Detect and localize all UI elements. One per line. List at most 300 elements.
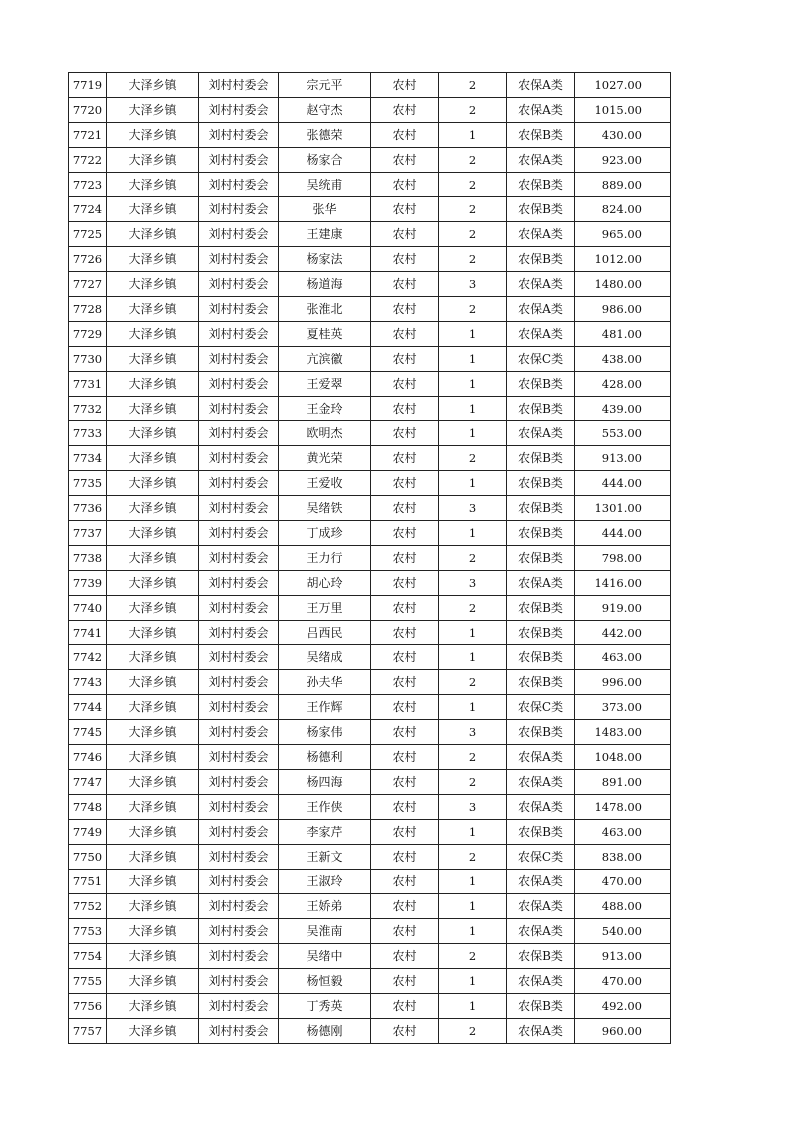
township-cell: 大泽乡镇 — [107, 272, 199, 297]
area-type-cell: 农村 — [371, 720, 439, 745]
table-row — [69, 222, 671, 247]
row-number-cell: 7751 — [69, 869, 107, 894]
person-name-cell: 王爱翠 — [279, 371, 371, 396]
township-cell: 大泽乡镇 — [107, 695, 199, 720]
person-name-cell: 欧明杰 — [279, 421, 371, 446]
township-cell: 大泽乡镇 — [107, 545, 199, 570]
person-name-cell: 王新文 — [279, 844, 371, 869]
insurance-category-cell: 农保C类 — [507, 844, 575, 869]
person-name-cell: 吴绪中 — [279, 944, 371, 969]
area-type-cell: 农村 — [371, 371, 439, 396]
amount-cell: 444.00 — [575, 471, 671, 496]
area-type-cell: 农村 — [371, 919, 439, 944]
insurance-category-cell: 农保B类 — [507, 172, 575, 197]
area-type-cell: 农村 — [371, 321, 439, 346]
village-committee-cell: 刘村村委会 — [199, 272, 279, 297]
village-committee-cell: 刘村村委会 — [199, 545, 279, 570]
amount-cell: 1478.00 — [575, 794, 671, 819]
township-cell: 大泽乡镇 — [107, 122, 199, 147]
township-cell: 大泽乡镇 — [107, 595, 199, 620]
amount-cell: 438.00 — [575, 346, 671, 371]
insurance-category-cell: 农保A类 — [507, 894, 575, 919]
area-type-cell: 农村 — [371, 745, 439, 770]
area-type-cell: 农村 — [371, 147, 439, 172]
area-type-cell: 农村 — [371, 595, 439, 620]
household-count-cell: 2 — [439, 197, 507, 222]
row-number-cell: 7749 — [69, 819, 107, 844]
amount-cell: 996.00 — [575, 670, 671, 695]
township-cell: 大泽乡镇 — [107, 73, 199, 98]
table-row — [69, 521, 671, 546]
row-number-cell: 7722 — [69, 147, 107, 172]
township-cell: 大泽乡镇 — [107, 944, 199, 969]
table-row — [69, 595, 671, 620]
township-cell: 大泽乡镇 — [107, 321, 199, 346]
row-number-cell: 7756 — [69, 993, 107, 1018]
village-committee-cell: 刘村村委会 — [199, 421, 279, 446]
insurance-category-cell: 农保A类 — [507, 1018, 575, 1043]
row-number-cell: 7731 — [69, 371, 107, 396]
row-number-cell: 7738 — [69, 545, 107, 570]
household-count-cell: 1 — [439, 894, 507, 919]
insurance-category-cell: 农保B类 — [507, 993, 575, 1018]
area-type-cell: 农村 — [371, 545, 439, 570]
table-row — [69, 993, 671, 1018]
insurance-category-cell: 农保B类 — [507, 670, 575, 695]
area-type-cell: 农村 — [371, 421, 439, 446]
table-row — [69, 272, 671, 297]
row-number-cell: 7757 — [69, 1018, 107, 1043]
township-cell: 大泽乡镇 — [107, 819, 199, 844]
insurance-category-cell: 农保B类 — [507, 595, 575, 620]
row-number-cell: 7732 — [69, 396, 107, 421]
amount-cell: 1015.00 — [575, 97, 671, 122]
village-committee-cell: 刘村村委会 — [199, 446, 279, 471]
household-count-cell: 1 — [439, 645, 507, 670]
insurance-category-cell: 农保A类 — [507, 769, 575, 794]
area-type-cell: 农村 — [371, 172, 439, 197]
township-cell: 大泽乡镇 — [107, 297, 199, 322]
township-cell: 大泽乡镇 — [107, 620, 199, 645]
insurance-category-cell: 农保A类 — [507, 869, 575, 894]
insurance-category-cell: 农保A类 — [507, 321, 575, 346]
area-type-cell: 农村 — [371, 73, 439, 98]
amount-cell: 923.00 — [575, 147, 671, 172]
amount-cell: 986.00 — [575, 297, 671, 322]
area-type-cell: 农村 — [371, 695, 439, 720]
household-count-cell: 3 — [439, 272, 507, 297]
insurance-category-cell: 农保A类 — [507, 147, 575, 172]
household-count-cell: 1 — [439, 346, 507, 371]
table-row — [69, 570, 671, 595]
village-committee-cell: 刘村村委会 — [199, 794, 279, 819]
village-committee-cell: 刘村村委会 — [199, 620, 279, 645]
village-committee-cell: 刘村村委会 — [199, 521, 279, 546]
area-type-cell: 农村 — [371, 993, 439, 1018]
table-row — [69, 321, 671, 346]
table-row — [69, 869, 671, 894]
village-committee-cell: 刘村村委会 — [199, 944, 279, 969]
area-type-cell: 农村 — [371, 297, 439, 322]
row-number-cell: 7736 — [69, 496, 107, 521]
table-row — [69, 794, 671, 819]
household-count-cell: 1 — [439, 521, 507, 546]
row-number-cell: 7735 — [69, 471, 107, 496]
amount-cell: 1301.00 — [575, 496, 671, 521]
insurance-category-cell: 农保A类 — [507, 421, 575, 446]
township-cell: 大泽乡镇 — [107, 794, 199, 819]
household-count-cell: 2 — [439, 670, 507, 695]
village-committee-cell: 刘村村委会 — [199, 471, 279, 496]
table-row — [69, 297, 671, 322]
village-committee-cell: 刘村村委会 — [199, 1018, 279, 1043]
table-row — [69, 919, 671, 944]
household-count-cell: 2 — [439, 247, 507, 272]
township-cell: 大泽乡镇 — [107, 1018, 199, 1043]
insurance-category-cell: 农保B类 — [507, 471, 575, 496]
insurance-category-cell: 农保B类 — [507, 371, 575, 396]
row-number-cell: 7750 — [69, 844, 107, 869]
person-name-cell: 王力行 — [279, 545, 371, 570]
row-number-cell: 7753 — [69, 919, 107, 944]
person-name-cell: 杨德刚 — [279, 1018, 371, 1043]
row-number-cell: 7744 — [69, 695, 107, 720]
area-type-cell: 农村 — [371, 272, 439, 297]
village-committee-cell: 刘村村委会 — [199, 645, 279, 670]
person-name-cell: 王建康 — [279, 222, 371, 247]
village-committee-cell: 刘村村委会 — [199, 670, 279, 695]
insurance-category-cell: 农保A类 — [507, 97, 575, 122]
row-number-cell: 7733 — [69, 421, 107, 446]
table-row — [69, 396, 671, 421]
village-committee-cell: 刘村村委会 — [199, 720, 279, 745]
row-number-cell: 7719 — [69, 73, 107, 98]
area-type-cell: 农村 — [371, 570, 439, 595]
household-count-cell: 2 — [439, 446, 507, 471]
row-number-cell: 7752 — [69, 894, 107, 919]
village-committee-cell: 刘村村委会 — [199, 919, 279, 944]
household-count-cell: 1 — [439, 321, 507, 346]
area-type-cell: 农村 — [371, 620, 439, 645]
township-cell: 大泽乡镇 — [107, 172, 199, 197]
person-name-cell: 孙夫华 — [279, 670, 371, 695]
table-row — [69, 645, 671, 670]
insurance-category-cell: 农保A类 — [507, 794, 575, 819]
row-number-cell: 7728 — [69, 297, 107, 322]
insurance-category-cell: 农保B类 — [507, 545, 575, 570]
amount-cell: 470.00 — [575, 869, 671, 894]
area-type-cell: 农村 — [371, 396, 439, 421]
row-number-cell: 7726 — [69, 247, 107, 272]
village-committee-cell: 刘村村委会 — [199, 969, 279, 994]
row-number-cell: 7723 — [69, 172, 107, 197]
row-number-cell: 7727 — [69, 272, 107, 297]
amount-cell: 463.00 — [575, 819, 671, 844]
table-row — [69, 346, 671, 371]
household-count-cell: 1 — [439, 620, 507, 645]
person-name-cell: 杨道海 — [279, 272, 371, 297]
household-count-cell: 1 — [439, 471, 507, 496]
household-count-cell: 2 — [439, 745, 507, 770]
household-count-cell: 1 — [439, 919, 507, 944]
household-count-cell: 1 — [439, 993, 507, 1018]
area-type-cell: 农村 — [371, 969, 439, 994]
table-row — [69, 769, 671, 794]
person-name-cell: 宗元平 — [279, 73, 371, 98]
area-type-cell: 农村 — [371, 1018, 439, 1043]
village-committee-cell: 刘村村委会 — [199, 819, 279, 844]
table-row — [69, 969, 671, 994]
village-committee-cell: 刘村村委会 — [199, 371, 279, 396]
village-committee-cell: 刘村村委会 — [199, 869, 279, 894]
township-cell: 大泽乡镇 — [107, 844, 199, 869]
row-number-cell: 7754 — [69, 944, 107, 969]
amount-cell: 442.00 — [575, 620, 671, 645]
row-number-cell: 7737 — [69, 521, 107, 546]
household-count-cell: 2 — [439, 147, 507, 172]
table-row — [69, 421, 671, 446]
row-number-cell: 7755 — [69, 969, 107, 994]
township-cell: 大泽乡镇 — [107, 346, 199, 371]
village-committee-cell: 刘村村委会 — [199, 695, 279, 720]
amount-cell: 1027.00 — [575, 73, 671, 98]
person-name-cell: 王爱收 — [279, 471, 371, 496]
amount-cell: 1483.00 — [575, 720, 671, 745]
township-cell: 大泽乡镇 — [107, 993, 199, 1018]
person-name-cell: 李家芹 — [279, 819, 371, 844]
table-row — [69, 122, 671, 147]
amount-cell: 373.00 — [575, 695, 671, 720]
person-name-cell: 杨家法 — [279, 247, 371, 272]
table-row — [69, 446, 671, 471]
amount-cell: 430.00 — [575, 122, 671, 147]
table-body — [69, 73, 671, 1044]
insurance-category-cell: 农保A类 — [507, 297, 575, 322]
area-type-cell: 农村 — [371, 670, 439, 695]
insurance-category-cell: 农保A类 — [507, 73, 575, 98]
amount-cell: 444.00 — [575, 521, 671, 546]
village-committee-cell: 刘村村委会 — [199, 844, 279, 869]
table-row — [69, 197, 671, 222]
person-name-cell: 王作辉 — [279, 695, 371, 720]
person-name-cell: 赵守杰 — [279, 97, 371, 122]
area-type-cell: 农村 — [371, 819, 439, 844]
village-committee-cell: 刘村村委会 — [199, 396, 279, 421]
area-type-cell: 农村 — [371, 222, 439, 247]
household-count-cell: 3 — [439, 794, 507, 819]
area-type-cell: 农村 — [371, 844, 439, 869]
area-type-cell: 农村 — [371, 794, 439, 819]
area-type-cell: 农村 — [371, 869, 439, 894]
amount-cell: 492.00 — [575, 993, 671, 1018]
household-count-cell: 1 — [439, 122, 507, 147]
person-name-cell: 杨家合 — [279, 147, 371, 172]
table-row — [69, 471, 671, 496]
insurance-category-cell: 农保A类 — [507, 222, 575, 247]
person-name-cell: 吴淮南 — [279, 919, 371, 944]
person-name-cell: 吴统甫 — [279, 172, 371, 197]
amount-cell: 540.00 — [575, 919, 671, 944]
household-count-cell: 2 — [439, 297, 507, 322]
village-committee-cell: 刘村村委会 — [199, 321, 279, 346]
document-sheet — [68, 72, 670, 1044]
insurance-category-cell: 农保C类 — [507, 695, 575, 720]
person-name-cell: 吴绪铁 — [279, 496, 371, 521]
household-count-cell: 1 — [439, 869, 507, 894]
row-number-cell: 7720 — [69, 97, 107, 122]
amount-cell: 428.00 — [575, 371, 671, 396]
household-count-cell: 1 — [439, 695, 507, 720]
amount-cell: 439.00 — [575, 396, 671, 421]
table-row — [69, 720, 671, 745]
person-name-cell: 王娇弟 — [279, 894, 371, 919]
household-count-cell: 2 — [439, 769, 507, 794]
table-row — [69, 371, 671, 396]
insurance-category-cell: 农保B类 — [507, 496, 575, 521]
village-committee-cell: 刘村村委会 — [199, 769, 279, 794]
township-cell: 大泽乡镇 — [107, 745, 199, 770]
insurance-category-cell: 农保B类 — [507, 247, 575, 272]
person-name-cell: 亢滨徽 — [279, 346, 371, 371]
insurance-category-cell: 农保A类 — [507, 570, 575, 595]
household-count-cell: 2 — [439, 545, 507, 570]
amount-cell: 919.00 — [575, 595, 671, 620]
amount-cell: 889.00 — [575, 172, 671, 197]
area-type-cell: 农村 — [371, 247, 439, 272]
insurance-category-cell: 农保B类 — [507, 645, 575, 670]
area-type-cell: 农村 — [371, 471, 439, 496]
household-count-cell: 3 — [439, 570, 507, 595]
amount-cell: 838.00 — [575, 844, 671, 869]
village-committee-cell: 刘村村委会 — [199, 73, 279, 98]
person-name-cell: 丁成珍 — [279, 521, 371, 546]
person-name-cell: 杨家伟 — [279, 720, 371, 745]
area-type-cell: 农村 — [371, 944, 439, 969]
township-cell: 大泽乡镇 — [107, 97, 199, 122]
table-row — [69, 147, 671, 172]
village-committee-cell: 刘村村委会 — [199, 496, 279, 521]
village-committee-cell: 刘村村委会 — [199, 570, 279, 595]
amount-cell: 1480.00 — [575, 272, 671, 297]
household-count-cell: 2 — [439, 844, 507, 869]
table-row — [69, 172, 671, 197]
village-committee-cell: 刘村村委会 — [199, 197, 279, 222]
insurance-category-cell: 农保B类 — [507, 122, 575, 147]
township-cell: 大泽乡镇 — [107, 496, 199, 521]
insurance-category-cell: 农保A类 — [507, 745, 575, 770]
household-count-cell: 1 — [439, 396, 507, 421]
row-number-cell: 7745 — [69, 720, 107, 745]
township-cell: 大泽乡镇 — [107, 894, 199, 919]
table-row — [69, 844, 671, 869]
row-number-cell: 7740 — [69, 595, 107, 620]
row-number-cell: 7748 — [69, 794, 107, 819]
amount-cell: 1416.00 — [575, 570, 671, 595]
insurance-category-cell: 农保B类 — [507, 521, 575, 546]
township-cell: 大泽乡镇 — [107, 720, 199, 745]
row-number-cell: 7742 — [69, 645, 107, 670]
area-type-cell: 农村 — [371, 197, 439, 222]
area-type-cell: 农村 — [371, 769, 439, 794]
amount-cell: 798.00 — [575, 545, 671, 570]
township-cell: 大泽乡镇 — [107, 247, 199, 272]
amount-cell: 481.00 — [575, 321, 671, 346]
person-name-cell: 杨恒毅 — [279, 969, 371, 994]
village-committee-cell: 刘村村委会 — [199, 172, 279, 197]
area-type-cell: 农村 — [371, 446, 439, 471]
household-count-cell: 2 — [439, 222, 507, 247]
table-row — [69, 1018, 671, 1043]
amount-cell: 891.00 — [575, 769, 671, 794]
person-name-cell: 张华 — [279, 197, 371, 222]
township-cell: 大泽乡镇 — [107, 396, 199, 421]
township-cell: 大泽乡镇 — [107, 570, 199, 595]
amount-cell: 913.00 — [575, 944, 671, 969]
person-name-cell: 杨四海 — [279, 769, 371, 794]
insurance-category-cell: 农保C类 — [507, 346, 575, 371]
person-name-cell: 王万里 — [279, 595, 371, 620]
row-number-cell: 7739 — [69, 570, 107, 595]
township-cell: 大泽乡镇 — [107, 222, 199, 247]
household-count-cell: 1 — [439, 819, 507, 844]
amount-cell: 553.00 — [575, 421, 671, 446]
village-committee-cell: 刘村村委会 — [199, 97, 279, 122]
amount-cell: 1012.00 — [575, 247, 671, 272]
household-count-cell: 2 — [439, 172, 507, 197]
person-name-cell: 丁秀英 — [279, 993, 371, 1018]
row-number-cell: 7743 — [69, 670, 107, 695]
area-type-cell: 农村 — [371, 894, 439, 919]
township-cell: 大泽乡镇 — [107, 869, 199, 894]
person-name-cell: 王金玲 — [279, 396, 371, 421]
insurance-category-cell: 农保B类 — [507, 819, 575, 844]
amount-cell: 470.00 — [575, 969, 671, 994]
insurance-category-cell: 农保A类 — [507, 919, 575, 944]
village-committee-cell: 刘村村委会 — [199, 346, 279, 371]
person-name-cell: 杨德利 — [279, 745, 371, 770]
insurance-category-cell: 农保B类 — [507, 446, 575, 471]
person-name-cell: 张德荣 — [279, 122, 371, 147]
row-number-cell: 7741 — [69, 620, 107, 645]
area-type-cell: 农村 — [371, 346, 439, 371]
township-cell: 大泽乡镇 — [107, 147, 199, 172]
household-count-cell: 1 — [439, 371, 507, 396]
row-number-cell: 7721 — [69, 122, 107, 147]
insurance-category-cell: 农保B类 — [507, 620, 575, 645]
insurance-category-cell: 农保A类 — [507, 969, 575, 994]
household-count-cell: 2 — [439, 1018, 507, 1043]
person-name-cell: 王淑玲 — [279, 869, 371, 894]
village-committee-cell: 刘村村委会 — [199, 745, 279, 770]
row-number-cell: 7729 — [69, 321, 107, 346]
relief-roster-table — [68, 72, 671, 1044]
township-cell: 大泽乡镇 — [107, 197, 199, 222]
amount-cell: 824.00 — [575, 197, 671, 222]
person-name-cell: 张淮北 — [279, 297, 371, 322]
person-name-cell: 吴绪成 — [279, 645, 371, 670]
household-count-cell: 1 — [439, 969, 507, 994]
area-type-cell: 农村 — [371, 496, 439, 521]
insurance-category-cell: 农保B类 — [507, 944, 575, 969]
village-committee-cell: 刘村村委会 — [199, 894, 279, 919]
amount-cell: 1048.00 — [575, 745, 671, 770]
person-name-cell: 黄光荣 — [279, 446, 371, 471]
row-number-cell: 7725 — [69, 222, 107, 247]
insurance-category-cell: 农保B类 — [507, 396, 575, 421]
township-cell: 大泽乡镇 — [107, 670, 199, 695]
household-count-cell: 2 — [439, 944, 507, 969]
row-number-cell: 7730 — [69, 346, 107, 371]
